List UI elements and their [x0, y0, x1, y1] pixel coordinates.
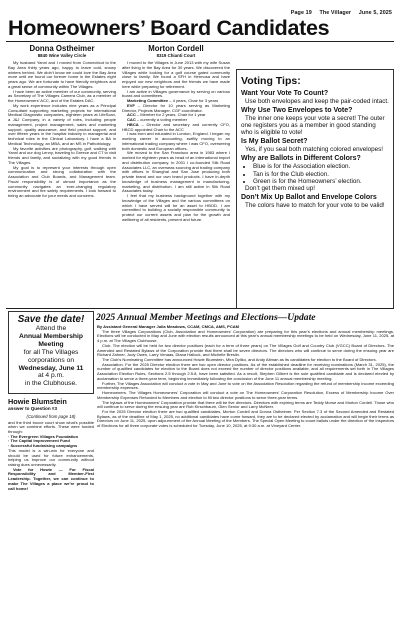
role-item: EVF – Director for 10 years serving as Marketing Director, Projects Manager, CGF coordinator. — [122, 102, 230, 113]
page-number: Page 19 — [290, 10, 312, 16]
tip-answer: The inner one keeps your vote a secret! The outer one registers you as a member in good standing who is eligible to vote! — [241, 115, 385, 137]
bio-paragraph: My goal is to represent your interests through open communication and strong collaboration with the Association and Club Boards, and Management team. Fiscal responsibility is of utmost importance as the community navigates an ever-changing regulatory environment and fire safety requirements. I look forward to being an advocate for your needs and concerns. — [8, 164, 116, 198]
list-item: · The Capital Improvement Fund — [8, 438, 70, 444]
article-paragraph: Association. For the 2025 Director election there are two open director positions. As of the established deadline for receiving nominations (March 31, 2025), the number of qualified candidates for election to the Board does not exceed the number of director positions available, and all requirements set forth in The Villages Association Election Rules, Sections 2.5 through 2.5.8, have been satisfied. As a result, Stephen Gilbert is the sole qualified candidate and is declared elected by acclamation to serve a three-year term, beginning immediately following the conclusion of the June 11 annual membership meeting. — [97, 361, 394, 381]
bio-paragraph: I have been an active member of our community, serving as Secretary of The Villages Camera Club, as a member of the Homeowners’ ACC, and of the Estates DAC. — [8, 88, 116, 103]
candidate-address: 8840 Wine Valley Circle — [37, 53, 87, 58]
tip-question: Don’t Mix Up Ballot and Envelope Colors — [241, 193, 377, 201]
howie-answer-column: Howie Blumstein answer to Question #3 (Continued from page 18) and the third bocce court show what’s possible when we combine efforts. These were funded through: · The Evergreen Villages Foundation · The Capital Improvement Fund · Successful fundraising campaigns This model is a win-win for everyone and should be used for future enhancements, helping us improve our community without raising dues unnecessarily. Vote for Howie — For Fiscal Responsibility and Member-First Leadership. Together, we can continue to make The Villages a place we’re proud to call home! — [8, 397, 94, 491]
role-item: ACC – Member for 2 years, Chair for 1 year — [127, 112, 206, 118]
title-rule — [6, 41, 394, 42]
continued-note: (Continued from page 18) — [26, 413, 76, 419]
candidate-morton — [122, 44, 230, 223]
article-paragraph: Club. The election will be held for two director positions (each for a term of three years) on The Villages Golf and Country Club (VGCC) Board of Directors. The Amended and Restated Bylaws of the Corporation provide that there shall be seven directors. The directors who will continue to serve during the ensuing year are Richard Zahner, Judy Owen, Larry Venaas, Diana Hallock, and Michelle Breslin. — [97, 342, 394, 358]
funding-list — [8, 435, 94, 449]
candidate-address: 8319 Chianti Court — [156, 53, 196, 58]
list-item: · The Evergreen Villages Foundation — [8, 433, 79, 439]
article-paragraph: The three Villages Corporations (Club, Association and Homeowners’ Corporation) are preparing for this year’s elections and annual membership meetings. Elections will be conducted in May and June with election results announced at this year’s annual membership meetings to be held on Wednesday, June 11, 2025, at 4 p.m. at The Villages Clubhouse. — [97, 328, 394, 344]
issue-date: June 5, 2025 — [358, 10, 392, 16]
list-item: • Green is for the Homeowners’ election. — [253, 178, 389, 185]
article-body — [97, 325, 394, 429]
tip-answer: Use both envelopes and keep the pair-coded intact. — [245, 98, 389, 105]
tip-question: Want Your Vote To Count? — [241, 90, 329, 97]
article-paragraph: The bylaws of the Homeowners’ Corporation provide that there will be five directors. Directors with expiring terms are Teddy Morse and Morton Cordell. Those who will continue to serve during the ensuing year are Rob Kirschbaum, Glen Senior and Larry McNeer. — [97, 399, 394, 410]
bio-paragraph: I moved to the Villages in June 2013 with my wife Susan after living in the Bay Area for 30 years. We discovered the Villages while looking for a golf course gated community close to family. We found a SFH in Hermosa and have enjoyed our new neighbors and the friends we have made here while preparing for retirement. — [122, 60, 230, 89]
candidate-name: Howie Blumstein — [8, 397, 67, 406]
bio-paragraph: My work experience includes nine years as a Principal Consultant supporting marketing projects for international Medical Diagnostic companies, eighteen years at LifeScan, a J&J Company, in a variety of roles, including people management, project management, sales and marketing support, quality assurance, and field product support, and over fifteen years in the hospital industry in managerial and technical roles in the Clinical Laboratory. I have a BA in Medical Technology, an MBA, and an MS in Pathobiology. — [8, 102, 116, 146]
publication-name: The Villager — [319, 10, 352, 16]
save-date-title: Save the date! — [17, 314, 85, 325]
voting-tips-box — [236, 69, 394, 309]
list-item: • Blue is for the Association election. — [253, 163, 389, 170]
article-paragraph: Homeowners. The Villages Homeowners’ Corporation will conduct a vote on The Homeowners’ Corporation Resolution, Excess of Membership Income Over Membership Expenses Refunded to Members and election to fill two director positions to serve three-year terms. — [97, 390, 394, 400]
page-title: Homeowners’ Board Candidates — [8, 16, 330, 40]
tip-answer: The colors have to match for your vote to be valid! — [245, 201, 385, 209]
ballot-color-list — [241, 163, 389, 184]
candidate-name: Donna Ostheimer — [29, 44, 95, 53]
tip-question: Why are Ballots in Different Colors? — [241, 155, 361, 163]
bio-paragraph: My husband Yanni and I moved from Connecticut to the Bay Area thirty years ago, happy to leave cold, snowy winters behind. We didn’t know we could love the Bay Area more until we found our forever home in the Estates eight years ago. We are fortunate to have friendly neighbors and a great sense of community within The Villages. — [8, 60, 116, 89]
article-paragraph: For the 2025 Director election there are two qualified candidates, Morton Cordell and Donna Ostheimer. Per Section 7.3 of the Second Amended and Restated Bylaws, as of the deadline of May 1, 2025, no additional candidates have come forward, they are to be declared elected by acclamation and will begin their terms as Directors on June 11, 2025, upon adjournment of the Annual Meeting of the Members. The Special Open Meeting to count ballots under the direction of the Inspectors of Elections for all three corporate votes is scheduled for Tuesday, June 10, 2025, at 9:30 a.m. at Vineyard Center. — [97, 408, 394, 429]
section-rule — [6, 308, 394, 309]
answer-label: answer to Question #3 — [8, 406, 58, 411]
article-paragraph: The Club’s Nominating Committee has announced Howie Blumstein, Mira Dyliko, and Andy Altman as its candidates for election to the Board of Directors. — [102, 357, 377, 363]
candidate-name: Morton Cordell — [148, 44, 204, 53]
article-byline: By Assistant General Manager Julia Meadows, CCAM, CMCA, AMS, PCAM — [97, 324, 240, 329]
article-headline: 2025 Annual Member Meetings and Elections—Update — [96, 312, 316, 323]
bio-paragraph: I am active in Villages governance by serving on various board and committees. — [122, 88, 230, 99]
list-item: · Successful fundraising campaigns — [8, 443, 78, 449]
bio-paragraph: I was born and educated in London, England. I began my working career in accounting, swiftly moving to an international trading company where I was CFO, overseeing both domestic and European offices. — [122, 131, 230, 151]
role-item: CAC – currently a voting member — [127, 117, 188, 122]
bio-paragraph: My favorite activities are photography, golf, walking with Yanni and our dog Lenny, traveling to Greece and CT to visit friends and family, and socializing with my good friends in The Villages. — [8, 145, 116, 165]
bio-paragraph: I feel that my business background together with my knowledge of the Villages and the various committees on which I have served will be an asset to HBOD. I am committed to building a socially responsible community to protect our current assets and plan for the growth and wellbeing of all residents, present and future. — [122, 193, 230, 222]
color-footer: Don’t get them mixed up! — [245, 184, 316, 192]
voting-tips-title: Voting Tips: — [241, 75, 301, 87]
tip-question: Why Use Two Envelopes to Vote? — [241, 107, 353, 115]
tip-question: Is My Ballot Secret? — [241, 138, 308, 146]
bio-paragraph: We moved to the San Francisco area in 1983 where I worked for eighteen years as head of an international import and distribution company. In 2001 I co-founded Silk Road Associates LLC, an overseas sourcing and trading company with offices in Shanghai and San Jose producing both private brand and our own brand products. I have in-depth knowledge of business management in manufacturing, marketing, and distribution. I am still active in Silk Road Associates today. — [122, 150, 230, 194]
tip-answer: Yes, if you seal both matching colored envelopes! — [245, 146, 384, 154]
list-item: • Tan is for the Club election. — [253, 171, 389, 178]
save-the-date-box: Save the date! Attend the Annual Membership Meeting for all The Villages corporations on Wednesday, June 11 at 4 p.m. in the Clubhouse. — [8, 311, 94, 394]
role-item: Marketing Committee – 4 years, Chair for 3 years — [127, 98, 219, 103]
article-paragraph: Further, The Villages Association will conduct a vote in May and June to vote on the Association Resolution regarding the refund of membership income exceeding membership expenses. — [97, 380, 394, 391]
candidate-donna — [8, 44, 116, 199]
role-item: HBCA – Director and secretary and currently CFO, HBCD appointed Chair to the ACC — [122, 121, 230, 132]
